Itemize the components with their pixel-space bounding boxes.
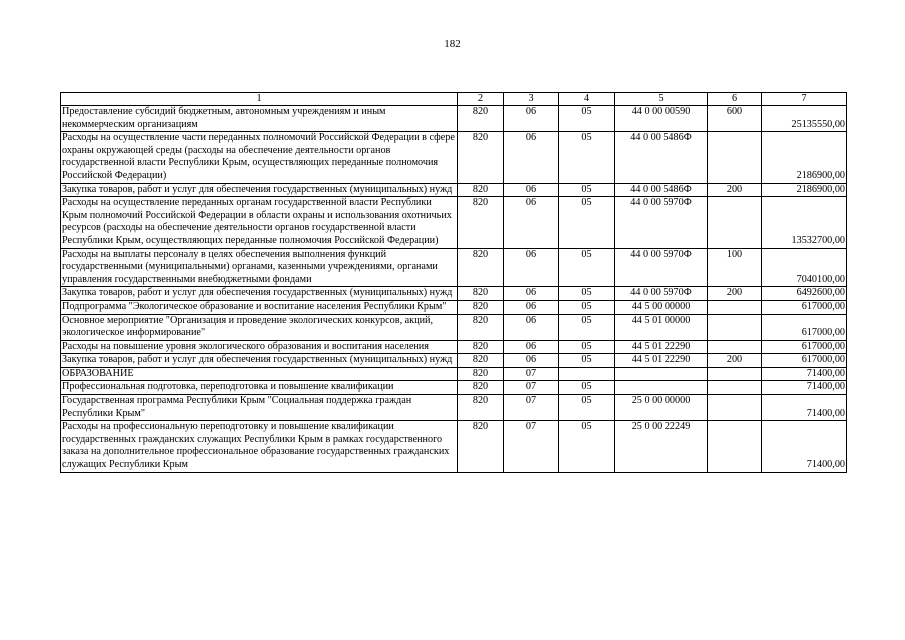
row-subsection-cell: 05 — [559, 314, 615, 340]
row-amount-cell: 7040100,00 — [762, 248, 847, 287]
row-target-code-cell — [615, 381, 708, 395]
row-name-cell: Расходы на профессиональную переподготовку и повышение квалификации государственных гражданских служащих Республики Крым в рамках государственного заказа на дополнительное профессиональное образование государственных гражданских служащих Республики Крым — [61, 421, 458, 472]
row-grbs-cell: 820 — [458, 132, 504, 183]
row-expense-type-cell — [708, 395, 762, 421]
row-subsection-cell: 05 — [559, 395, 615, 421]
row-target-code-cell: 44 0 00 00590 — [615, 106, 708, 132]
row-amount-cell: 71400,00 — [762, 395, 847, 421]
row-grbs-cell: 820 — [458, 367, 504, 381]
row-target-code-cell: 25 0 00 00000 — [615, 395, 708, 421]
row-section-cell: 06 — [504, 340, 559, 354]
row-name-cell: Подпрограмма "Экологическое образование и воспитание населения Республики Крым" — [61, 300, 458, 314]
header-cell: 3 — [504, 93, 559, 106]
row-amount-cell: 617000,00 — [762, 314, 847, 340]
row-name-cell: Расходы на повышение уровня экологического образования и воспитания населения — [61, 340, 458, 354]
header-cell: 4 — [559, 93, 615, 106]
row-expense-type-cell — [708, 340, 762, 354]
row-amount-cell: 25135550,00 — [762, 106, 847, 132]
row-expense-type-cell: 200 — [708, 354, 762, 368]
row-name-cell: Предоставление субсидий бюджетным, автономным учреждениям и иным некоммерческим организациям — [61, 106, 458, 132]
row-name-cell: Расходы на осуществление части переданных полномочий Российской Федерации в сфере охраны окружающей среды (расходы на обеспечение деятельности органов государственной власти Республики Крым, осуществляющих переданные полномочия Российской Федерации) — [61, 132, 458, 183]
table-row — [61, 248, 847, 287]
row-section-cell: 06 — [504, 314, 559, 340]
row-expense-type-cell — [708, 197, 762, 248]
row-target-code-cell — [615, 367, 708, 381]
row-section-cell: 06 — [504, 106, 559, 132]
row-grbs-cell: 820 — [458, 106, 504, 132]
row-grbs-cell: 820 — [458, 340, 504, 354]
row-amount-cell: 617000,00 — [762, 340, 847, 354]
row-target-code-cell: 44 5 01 00000 — [615, 314, 708, 340]
row-grbs-cell: 820 — [458, 314, 504, 340]
row-grbs-cell: 820 — [458, 300, 504, 314]
row-name-cell: Закупка товаров, работ и услуг для обеспечения государственных (муниципальных) нужд — [61, 183, 458, 197]
row-expense-type-cell: 100 — [708, 248, 762, 287]
row-name-cell: Закупка товаров, работ и услуг для обеспечения государственных (муниципальных) нужд — [61, 287, 458, 301]
table-row — [61, 395, 847, 421]
row-amount-cell: 2186900,00 — [762, 183, 847, 197]
row-expense-type-cell — [708, 381, 762, 395]
row-amount-cell: 71400,00 — [762, 421, 847, 472]
table-row — [61, 354, 847, 368]
row-target-code-cell: 44 5 01 22290 — [615, 340, 708, 354]
table-row — [61, 314, 847, 340]
row-expense-type-cell — [708, 300, 762, 314]
row-grbs-cell: 820 — [458, 395, 504, 421]
table-row — [61, 367, 847, 381]
budget-table — [60, 92, 847, 473]
row-expense-type-cell — [708, 367, 762, 381]
header-cell: 6 — [708, 93, 762, 106]
row-section-cell: 06 — [504, 354, 559, 368]
table-row — [61, 287, 847, 301]
row-amount-cell: 617000,00 — [762, 354, 847, 368]
row-subsection-cell — [559, 367, 615, 381]
row-section-cell: 06 — [504, 197, 559, 248]
row-subsection-cell: 05 — [559, 106, 615, 132]
row-subsection-cell: 05 — [559, 300, 615, 314]
row-section-cell: 07 — [504, 381, 559, 395]
row-subsection-cell: 05 — [559, 340, 615, 354]
row-amount-cell: 13532700,00 — [762, 197, 847, 248]
row-target-code-cell: 25 0 00 22249 — [615, 421, 708, 472]
table-row — [61, 106, 847, 132]
row-target-code-cell: 44 0 00 5970Ф — [615, 248, 708, 287]
row-section-cell: 06 — [504, 248, 559, 287]
row-section-cell: 07 — [504, 395, 559, 421]
table-row — [61, 381, 847, 395]
table-row — [61, 421, 847, 472]
row-target-code-cell: 44 0 00 5970Ф — [615, 287, 708, 301]
row-section-cell: 06 — [504, 183, 559, 197]
row-expense-type-cell — [708, 314, 762, 340]
header-cell: 2 — [458, 93, 504, 106]
row-subsection-cell: 05 — [559, 183, 615, 197]
row-subsection-cell: 05 — [559, 132, 615, 183]
row-target-code-cell: 44 0 00 5486Ф — [615, 183, 708, 197]
row-subsection-cell: 05 — [559, 197, 615, 248]
row-subsection-cell: 05 — [559, 421, 615, 472]
row-expense-type-cell — [708, 421, 762, 472]
row-amount-cell: 2186900,00 — [762, 132, 847, 183]
row-grbs-cell: 820 — [458, 183, 504, 197]
header-cell: 7 — [762, 93, 847, 106]
row-grbs-cell: 820 — [458, 287, 504, 301]
row-section-cell: 06 — [504, 132, 559, 183]
row-expense-type-cell: 600 — [708, 106, 762, 132]
row-amount-cell: 71400,00 — [762, 367, 847, 381]
row-grbs-cell: 820 — [458, 354, 504, 368]
row-name-cell: Основное мероприятие "Организация и проведение экологических конкурсов, акций, экологическое информирование" — [61, 314, 458, 340]
row-subsection-cell: 05 — [559, 381, 615, 395]
page-number: 182 — [444, 38, 461, 50]
row-grbs-cell: 820 — [458, 381, 504, 395]
row-section-cell: 07 — [504, 421, 559, 472]
header-cell: 1 — [61, 93, 458, 106]
table-header-row — [61, 93, 847, 106]
row-section-cell: 06 — [504, 300, 559, 314]
table-row — [61, 183, 847, 197]
row-target-code-cell: 44 0 00 5486Ф — [615, 132, 708, 183]
row-subsection-cell: 05 — [559, 248, 615, 287]
row-name-cell: Государственная программа Республики Крым "Социальная поддержка граждан Республики Крым" — [61, 395, 458, 421]
row-subsection-cell: 05 — [559, 287, 615, 301]
row-grbs-cell: 820 — [458, 197, 504, 248]
table-row — [61, 340, 847, 354]
row-name-cell: ОБРАЗОВАНИЕ — [61, 367, 458, 381]
row-grbs-cell: 820 — [458, 421, 504, 472]
row-name-cell: Закупка товаров, работ и услуг для обеспечения государственных (муниципальных) нужд — [61, 354, 458, 368]
row-target-code-cell: 44 5 00 00000 — [615, 300, 708, 314]
row-name-cell: Расходы на осуществление переданных органам государственной власти Республики Крым полномочий Российской Федерации в области охраны и использования охотничьих ресурсов (расходы на обеспечение деятельности органов государственной власти Республики Крым, осуществляющих переданные полномочия Российской Федерации) — [61, 197, 458, 248]
table-row — [61, 197, 847, 248]
header-cell: 5 — [615, 93, 708, 106]
table-row — [61, 300, 847, 314]
row-grbs-cell: 820 — [458, 248, 504, 287]
table-row — [61, 132, 847, 183]
row-expense-type-cell: 200 — [708, 287, 762, 301]
row-amount-cell: 617000,00 — [762, 300, 847, 314]
row-name-cell: Расходы на выплаты персоналу в целях обеспечения выполнения функций государственными (муниципальными) органами, казенными учреждениями, органами управления государственными внебюджетными фондами — [61, 248, 458, 287]
row-section-cell: 07 — [504, 367, 559, 381]
row-subsection-cell: 05 — [559, 354, 615, 368]
row-expense-type-cell: 200 — [708, 183, 762, 197]
row-amount-cell: 6492600,00 — [762, 287, 847, 301]
row-section-cell: 06 — [504, 287, 559, 301]
row-amount-cell: 71400,00 — [762, 381, 847, 395]
row-target-code-cell: 44 5 01 22290 — [615, 354, 708, 368]
row-target-code-cell: 44 0 00 5970Ф — [615, 197, 708, 248]
row-expense-type-cell — [708, 132, 762, 183]
row-name-cell: Профессиональная подготовка, переподготовка и повышение квалификации — [61, 381, 458, 395]
